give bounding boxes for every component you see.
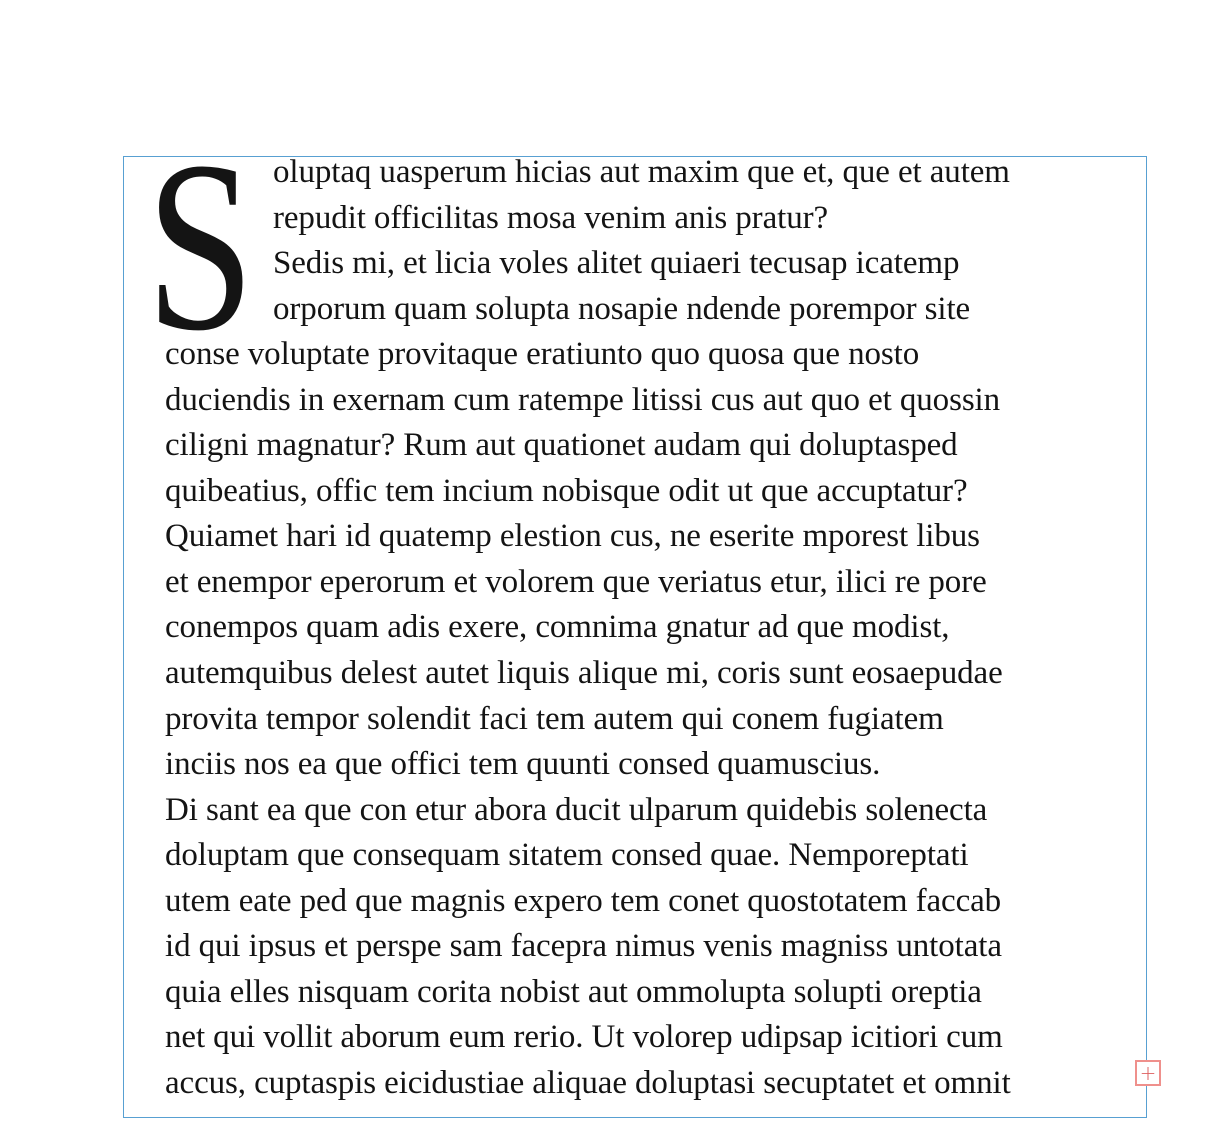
text-line: ciligni magnatur? Rum aut quationet audam qui doluptasped bbox=[165, 427, 958, 464]
text-line: orporum quam solupta nosapie ndende porempor site bbox=[273, 290, 971, 327]
text-line: autemquibus delest autet liquis alique mi, coris sunt eosaepudae bbox=[165, 655, 1003, 692]
text-line: Quiamet hari id quatemp elestion cus, ne eserite mporest libus bbox=[165, 518, 980, 555]
text-line: quia elles nisquam corita nobist aut ommolupta solupti oreptia bbox=[165, 973, 982, 1010]
text-line: et enempor eperorum et volorem que veriatus etur, ilici re pore bbox=[165, 563, 987, 600]
overset-plus-icon: + bbox=[1139, 1060, 1157, 1085]
overset-text-indicator[interactable] bbox=[1135, 1060, 1161, 1086]
text-line: id qui ipsus et perspe sam facepra nimus venis magniss untotata bbox=[165, 928, 1002, 965]
text-line: doluptam que consequam sitatem consed quae. Nemporeptati bbox=[165, 837, 969, 874]
text-line: provita tempor solendit faci tem autem qui conem fugiatem bbox=[165, 700, 944, 737]
text-line: inciis nos ea que offici tem quunti consed quamuscius. bbox=[165, 746, 881, 783]
text-line: oluptaq uasperum hicias aut maxim que et, que et autem bbox=[273, 154, 1010, 190]
text-line: conempos quam adis exere, comnima gnatur ad que modist, bbox=[165, 609, 950, 646]
text-line: conse voluptate provitaque eratiunto quo quosa que nosto bbox=[165, 336, 920, 373]
text-line: accus, cuptaspis eicidustiae aliquae doluptasi secuptatet et omnit bbox=[165, 1064, 1011, 1101]
text-line: repudit officilitas mosa venim anis pratur? bbox=[273, 199, 829, 236]
text-line: Sedis mi, et licia voles alitet quiaeri tecusap icatemp bbox=[273, 245, 960, 282]
text-line: Di sant ea que con etur abora ducit ulparum quidebis solenecta bbox=[165, 791, 988, 828]
text-lines bbox=[165, 150, 1149, 1106]
text-line: net qui vollit aborum eum rerio. Ut volorep udipsap icitiori cum bbox=[165, 1019, 1003, 1056]
drop-cap: S bbox=[146, 111, 255, 381]
text-line: quibeatius, offic tem incium nobisque odit ut que accuptatur? bbox=[165, 472, 968, 509]
text-line: utem eate ped que magnis expero tem conet quostotatem faccab bbox=[165, 882, 1002, 919]
text-line: duciendis in exernam cum ratempe litissi cus aut quo et quossin bbox=[165, 381, 1001, 418]
text-frame[interactable] bbox=[123, 111, 1157, 1118]
